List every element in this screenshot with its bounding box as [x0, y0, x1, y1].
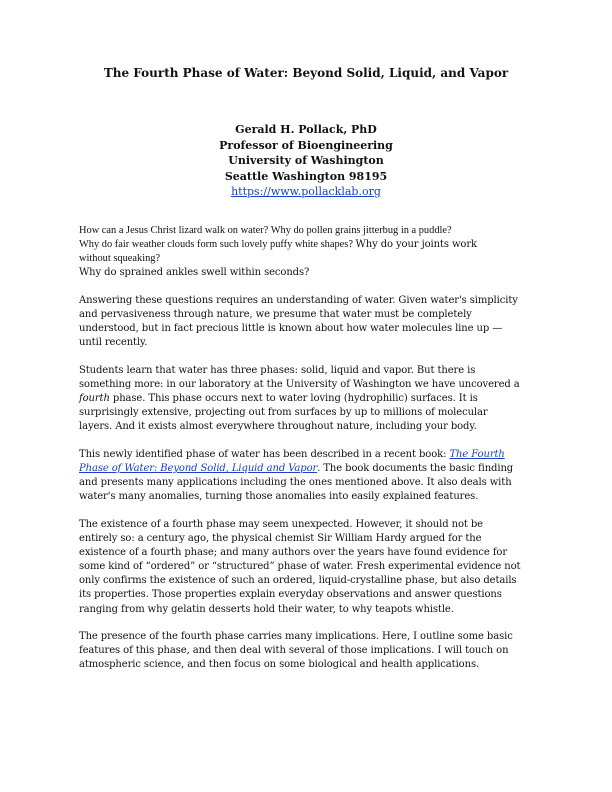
paragraph-3	[79, 364, 539, 434]
paragraph-line: entirely so: a century ago, the physical chemist Sir William Hardy argued for the	[79, 533, 482, 545]
author-block	[0, 122, 612, 200]
paragraph-line: only confirms the existence of such an ordered, liquid-crystalline phase, but also details	[79, 575, 517, 587]
paragraph-line: water's many anomalies, turning those anomalies into easily explained features.	[79, 491, 479, 503]
author-position: Professor of Bioengineering	[219, 138, 393, 152]
paragraph-1	[79, 224, 539, 280]
paragraph-6	[79, 630, 539, 672]
paragraph-line: The existence of a fourth phase may seem unexpected. However, it should not be	[79, 518, 483, 530]
paragraph-text: . The book documents the basic finding	[317, 463, 514, 475]
paragraph-line: The presence of the fourth phase carries many implications. Here, I outline some basic	[79, 631, 513, 643]
paragraph-line: Why do sprained ankles swell within seconds?	[79, 267, 310, 279]
paragraph-line: without squeaking?	[79, 253, 161, 265]
author-name: Gerald H. Pollack, PhD	[235, 123, 377, 136]
paragraph-4	[79, 448, 539, 504]
paragraph-line: understood, but in fact precious little is known about how water molecules line up —	[79, 323, 503, 335]
paragraph-line: layers. And it exists almost everywhere throughout nature, including your body.	[79, 421, 477, 433]
paragraph-line: ranging from why gelatin desserts hold their water, to why teapots whistle.	[79, 603, 454, 615]
paragraph-line	[79, 448, 539, 462]
paragraph-2	[79, 294, 539, 350]
document-body	[79, 224, 539, 686]
paragraph-text: phase. This phase occurs next to water loving (hydrophilic) surfaces. It is	[109, 393, 478, 405]
author-location: Seattle Washington 98195	[224, 169, 388, 183]
paragraph-line: something more: in our laboratory at the University of Washington we have uncovered a	[79, 379, 520, 391]
paragraph-line: existence of a fourth phase; and many authors over the years have found evidence for	[79, 547, 508, 559]
paragraph-line	[79, 238, 539, 252]
paragraph-line: and pervasiveness through nature, we presume that water must be completely	[79, 309, 472, 321]
paragraph-line: Answering these questions requires an understanding of water. Given water's simplicity	[79, 294, 518, 306]
paragraph-5	[79, 518, 539, 617]
paragraph-text: Why do your joints work	[355, 239, 477, 251]
paragraph-line: some kind of “ordered” or “structured” phase of water. Fresh experimental evidence not	[79, 561, 521, 573]
paragraph-line: its properties. Those properties explain everyday observations and answer questions	[79, 589, 502, 601]
paragraph-line: Students learn that water has three phases: solid, liquid and vapor. But there is	[79, 364, 476, 376]
paragraph-line: until recently.	[79, 337, 148, 349]
emphasis-fourth: fourth	[79, 393, 110, 405]
paragraph-line	[79, 462, 539, 476]
book-title-link[interactable]: Phase of Water: Beyond Solid, Liquid and Vapor	[79, 463, 318, 475]
paragraph-line: surprisingly extensive, projecting out from surfaces by up to millions of molecular	[79, 407, 488, 419]
paragraph-line: and presents many applications including the ones mentioned above. It also deals with	[79, 477, 512, 489]
author-institution: University of Washington	[228, 154, 384, 167]
paragraph-text: This newly identified phase of water has been described in a recent book:	[79, 449, 450, 460]
author-website-link[interactable]: https://www.pollacklab.org	[231, 185, 381, 198]
paragraph-line: How can a Jesus Christ lizard walk on water? Why do pollen grains jitterbug in a puddle?	[79, 225, 452, 236]
paragraph-text: Why do fair weather clouds form such lovely puffy white shapes?	[79, 239, 353, 251]
book-title-link[interactable]: The Fourth	[449, 449, 505, 460]
paragraph-line: features of this phase, and then deal with several of those implications. I will touch on	[79, 645, 509, 657]
paragraph-line	[79, 392, 539, 406]
document-title: The Fourth Phase of Water: Beyond Solid, Liquid, and Vapor	[103, 66, 509, 80]
paragraph-line: atmospheric science, and then focus on some biological and health applications.	[79, 659, 480, 671]
